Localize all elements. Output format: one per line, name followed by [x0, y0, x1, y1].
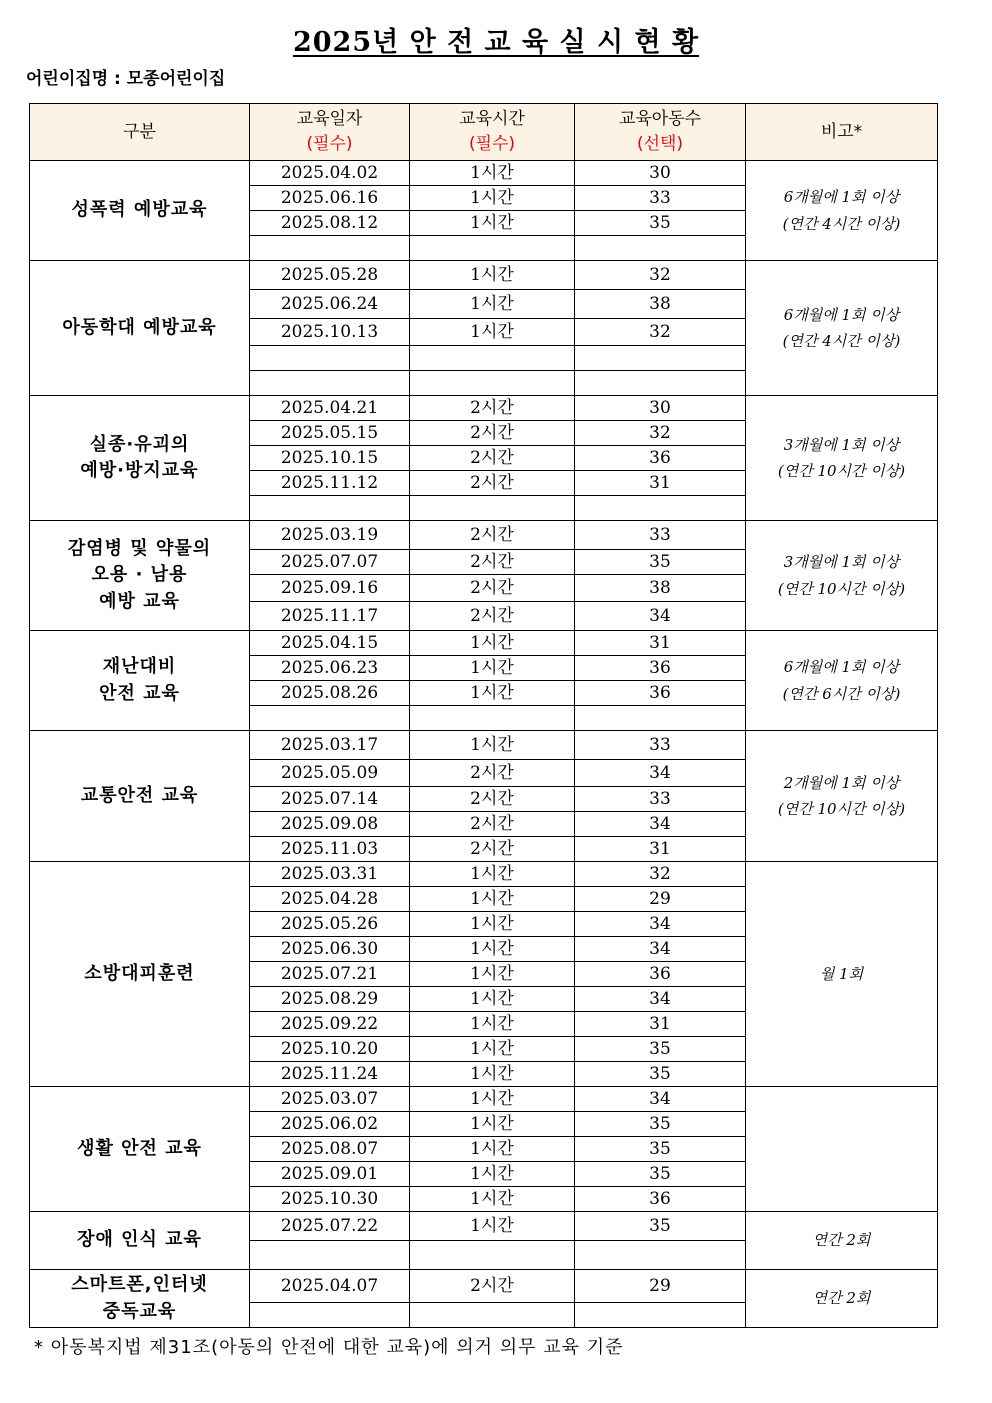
date-cell: 2025.06.02 [250, 1112, 410, 1137]
note-label: 6개월에 1회 이상 [783, 188, 900, 207]
date-cell: 2025.03.31 [250, 862, 410, 887]
kids-cell: 35 [575, 550, 746, 575]
date-cell [250, 236, 410, 261]
time-cell: 1시간 [410, 656, 575, 681]
kids-cell: 35 [575, 1062, 746, 1087]
kids-cell: 36 [575, 962, 746, 987]
date-cell: 2025.09.22 [250, 1012, 410, 1037]
date-cell: 2025.11.24 [250, 1062, 410, 1087]
note-label: 6개월에 1회 이상 [783, 305, 900, 324]
date-cell: 2025.06.30 [250, 937, 410, 962]
kids-cell: 35 [575, 211, 746, 236]
date-cell [250, 1241, 410, 1270]
category-cell [30, 862, 250, 1087]
date-cell: 2025.07.21 [250, 962, 410, 987]
date-cell: 2025.08.29 [250, 987, 410, 1012]
date-cell: 2025.04.28 [250, 887, 410, 912]
time-cell: 1시간 [410, 161, 575, 186]
header-time: 교육시간 (필수) [410, 104, 575, 161]
time-cell [410, 706, 575, 731]
date-cell: 2025.03.17 [250, 731, 410, 760]
date-cell: 2025.03.07 [250, 1087, 410, 1112]
center-name: 어린이집명 : 모종어린이집 [26, 69, 226, 89]
note-cell [746, 1212, 938, 1270]
date-cell: 2025.07.07 [250, 550, 410, 575]
table-row [30, 862, 938, 887]
table-header-row [30, 104, 938, 161]
date-cell: 2025.06.23 [250, 656, 410, 681]
time-cell: 2시간 [410, 787, 575, 812]
time-cell: 1시간 [410, 1087, 575, 1112]
note-cell [746, 396, 938, 521]
time-cell: 1시간 [410, 1012, 575, 1037]
category-cell [30, 521, 250, 631]
category-label: 실종·유괴의 [89, 433, 190, 455]
date-cell: 2025.04.07 [250, 1270, 410, 1303]
kids-cell: 33 [575, 787, 746, 812]
note-label: (연간 4시간 이상) [782, 214, 901, 233]
time-cell: 1시간 [410, 211, 575, 236]
category-label: 생활 안전 교육 [77, 1137, 202, 1159]
kids-cell: 33 [575, 521, 746, 550]
safety-education-table [29, 103, 938, 1328]
kids-cell [575, 346, 746, 371]
kids-cell: 32 [575, 862, 746, 887]
date-cell: 2025.06.16 [250, 186, 410, 211]
date-cell: 2025.09.16 [250, 575, 410, 602]
footnote: * 아동복지법 제31조(아동의 안전에 대한 교육)에 의거 의무 교육 기준 [34, 1337, 624, 1358]
category-cell [30, 1212, 250, 1270]
date-cell: 2025.11.12 [250, 471, 410, 496]
time-cell: 1시간 [410, 1137, 575, 1162]
table-row [30, 261, 938, 290]
kids-cell: 30 [575, 161, 746, 186]
kids-cell: 36 [575, 1187, 746, 1212]
time-cell: 1시간 [410, 1162, 575, 1187]
category-label: 소방대피훈련 [84, 962, 195, 984]
table-row [30, 161, 938, 186]
time-cell: 1시간 [410, 186, 575, 211]
kids-cell: 31 [575, 631, 746, 656]
category-label: 재난대비 [102, 656, 177, 678]
kids-cell: 34 [575, 912, 746, 937]
kids-cell: 38 [575, 575, 746, 602]
date-cell: 2025.04.15 [250, 631, 410, 656]
date-cell: 2025.08.12 [250, 211, 410, 236]
kids-cell: 36 [575, 446, 746, 471]
header-category: 구분 [30, 104, 250, 161]
category-label: 장애 인식 교육 [77, 1229, 202, 1251]
category-cell [30, 1087, 250, 1212]
date-cell: 2025.07.14 [250, 787, 410, 812]
note-cell [746, 862, 938, 1087]
table-row [30, 1270, 938, 1303]
date-cell: 2025.10.30 [250, 1187, 410, 1212]
time-cell: 2시간 [410, 471, 575, 496]
kids-cell: 35 [575, 1212, 746, 1241]
kids-cell: 35 [575, 1162, 746, 1187]
category-label: 스마트폰,인터넷 [71, 1274, 208, 1296]
note-label: 2개월에 1회 이상 [783, 773, 900, 792]
time-cell: 2시간 [410, 1270, 575, 1303]
kids-cell: 34 [575, 602, 746, 631]
note-label: 월 1회 [819, 964, 864, 983]
kids-cell: 32 [575, 261, 746, 290]
time-cell: 1시간 [410, 1037, 575, 1062]
time-cell: 1시간 [410, 887, 575, 912]
time-cell [410, 346, 575, 371]
table-row [30, 396, 938, 421]
time-cell: 2시간 [410, 421, 575, 446]
date-cell [250, 346, 410, 371]
date-cell: 2025.03.19 [250, 521, 410, 550]
note-cell [746, 1087, 938, 1212]
note-label: (연간 10시간 이상) [777, 800, 906, 818]
kids-cell: 36 [575, 656, 746, 681]
category-cell [30, 161, 250, 261]
date-cell: 2025.05.28 [250, 261, 410, 290]
table-row [30, 731, 938, 760]
date-cell: 2025.09.08 [250, 812, 410, 837]
category-label: 안전 교육 [99, 682, 180, 704]
date-cell [250, 371, 410, 396]
time-cell: 1시간 [410, 862, 575, 887]
kids-cell [575, 1303, 746, 1328]
kids-cell: 34 [575, 987, 746, 1012]
category-label: 성폭력 예방교육 [71, 199, 208, 221]
kids-cell: 32 [575, 421, 746, 446]
category-cell [30, 1270, 250, 1328]
note-label: (연간 10시간 이상) [777, 579, 906, 598]
time-cell: 1시간 [410, 681, 575, 706]
date-cell: 2025.04.21 [250, 396, 410, 421]
time-cell: 1시간 [410, 937, 575, 962]
kids-cell: 34 [575, 937, 746, 962]
note-cell [746, 1270, 938, 1328]
note-label: 3개월에 1회 이상 [783, 553, 900, 572]
time-cell: 2시간 [410, 812, 575, 837]
time-cell: 1시간 [410, 1112, 575, 1137]
kids-cell [575, 496, 746, 521]
time-cell [410, 371, 575, 396]
category-cell [30, 631, 250, 731]
kids-cell [575, 236, 746, 261]
note-cell [746, 631, 938, 731]
time-cell: 1시간 [410, 962, 575, 987]
note-label: (연간 4시간 이상) [782, 332, 901, 350]
time-cell [410, 496, 575, 521]
date-cell: 2025.05.09 [250, 760, 410, 787]
date-cell [250, 496, 410, 521]
note-cell [746, 261, 938, 396]
time-cell: 2시간 [410, 550, 575, 575]
category-label: 아동학대 예방교육 [62, 316, 217, 338]
time-cell: 1시간 [410, 987, 575, 1012]
kids-cell: 38 [575, 290, 746, 319]
time-cell: 1시간 [410, 631, 575, 656]
date-cell: 2025.05.26 [250, 912, 410, 937]
note-label: 연간 2회 [812, 1289, 871, 1308]
kids-cell: 33 [575, 186, 746, 211]
category-label: 오용 · 남용 [91, 564, 188, 586]
time-cell [410, 236, 575, 261]
kids-cell [575, 371, 746, 396]
page-title: 2025년 안 전 교 육 실 시 현 황 [292, 27, 700, 58]
note-cell [746, 521, 938, 631]
note-cell [746, 731, 938, 862]
note-label: (연간 10시간 이상) [777, 462, 906, 480]
category-label: 예방 교육 [99, 590, 180, 612]
category-cell [30, 396, 250, 521]
kids-cell: 34 [575, 812, 746, 837]
category-label: 예방·방지교육 [80, 460, 199, 481]
kids-cell: 34 [575, 760, 746, 787]
note-label: 연간 2회 [812, 1231, 871, 1250]
required-label: (필수) [306, 134, 353, 154]
table-row [30, 521, 938, 550]
date-cell: 2025.10.20 [250, 1037, 410, 1062]
time-cell: 2시간 [410, 837, 575, 862]
note-label: 3개월에 1회 이상 [783, 435, 900, 454]
table-row [30, 1087, 938, 1112]
time-cell: 2시간 [410, 446, 575, 471]
header-kids: 교육아동수 (선택) [575, 104, 746, 161]
header-date: 교육일자 (필수) [250, 104, 410, 161]
note-label: 6개월에 1회 이상 [783, 658, 900, 677]
time-cell: 1시간 [410, 912, 575, 937]
date-cell: 2025.05.15 [250, 421, 410, 446]
kids-cell [575, 1241, 746, 1270]
kids-cell: 31 [575, 471, 746, 496]
date-cell: 2025.10.15 [250, 446, 410, 471]
date-cell: 2025.08.26 [250, 681, 410, 706]
kids-cell: 30 [575, 396, 746, 421]
kids-cell: 35 [575, 1112, 746, 1137]
optional-label: (선택) [636, 134, 684, 154]
kids-cell: 32 [575, 319, 746, 346]
time-cell: 1시간 [410, 1062, 575, 1087]
kids-cell: 31 [575, 837, 746, 862]
time-cell: 1시간 [410, 319, 575, 346]
date-cell: 2025.04.02 [250, 161, 410, 186]
date-cell: 2025.07.22 [250, 1212, 410, 1241]
required-label: (필수) [468, 134, 516, 154]
kids-cell: 33 [575, 731, 746, 760]
note-label: (연간 6시간 이상) [782, 684, 901, 703]
table-row [30, 631, 938, 656]
table-row [30, 1212, 938, 1241]
time-cell: 1시간 [410, 731, 575, 760]
date-cell: 2025.09.01 [250, 1162, 410, 1187]
category-label: 교통안전 교육 [80, 784, 199, 806]
time-cell: 2시간 [410, 575, 575, 602]
time-cell [410, 1303, 575, 1328]
time-cell: 2시간 [410, 602, 575, 631]
category-cell [30, 731, 250, 862]
kids-cell: 29 [575, 1270, 746, 1303]
kids-cell: 35 [575, 1037, 746, 1062]
date-cell: 2025.11.17 [250, 602, 410, 631]
kids-cell: 31 [575, 1012, 746, 1037]
kids-cell: 35 [575, 1137, 746, 1162]
kids-cell: 36 [575, 681, 746, 706]
date-cell: 2025.11.03 [250, 837, 410, 862]
category-cell [30, 261, 250, 396]
date-cell [250, 706, 410, 731]
category-label: 감염병 및 약물의 [67, 538, 212, 560]
date-cell: 2025.10.13 [250, 319, 410, 346]
time-cell: 1시간 [410, 261, 575, 290]
kids-cell: 29 [575, 887, 746, 912]
date-cell: 2025.06.24 [250, 290, 410, 319]
time-cell: 2시간 [410, 396, 575, 421]
time-cell: 1시간 [410, 1212, 575, 1241]
note-cell [746, 161, 938, 261]
header-note: 비고* [746, 104, 938, 161]
kids-cell [575, 706, 746, 731]
time-cell: 1시간 [410, 1187, 575, 1212]
date-cell [250, 1303, 410, 1328]
time-cell: 2시간 [410, 760, 575, 787]
category-label: 중독교육 [102, 1300, 177, 1322]
time-cell: 2시간 [410, 521, 575, 550]
time-cell: 1시간 [410, 290, 575, 319]
date-cell: 2025.08.07 [250, 1137, 410, 1162]
kids-cell: 34 [575, 1087, 746, 1112]
time-cell [410, 1241, 575, 1270]
